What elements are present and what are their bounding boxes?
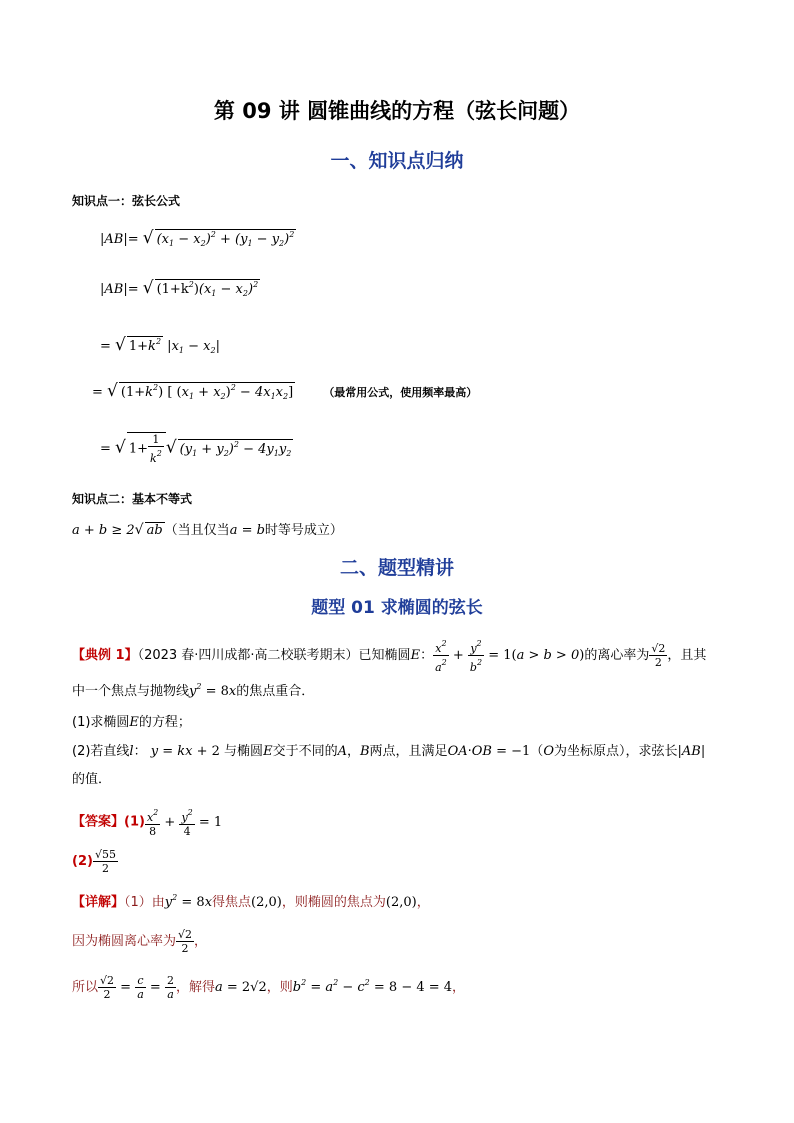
inequality-line: a + b ≥ 2√ ab （当且仅当a = b时等号成立） [72,522,343,538]
formula-chord-5: = √ 1+ $\frac{1}{k^2}$ √ $(y_1 + y_2)^2 - 4y_1y_2$ [100,433,292,465]
question-2-end: 的值． [72,772,112,787]
formula-note: （最常用公式，使用频率最高） [323,386,478,399]
answer-line-2: (2) $\frac{√55}{2}$ [72,848,116,875]
detail-line-2: 因为椭圆离心率为 $\frac{√2}{2}$ ， [72,928,208,955]
formula-chord-3: = √ $1+k^2$ $|x_1 - x_2|$ [100,335,220,355]
formula-chord-2: |AB|= √ $(1+k^2)(x_1 - x_2)^2$ [100,278,259,298]
answer-line-1: 【答案】(1) $\frac{x^2}{8}$ + $\frac{y^2}{4}$ = 1 [72,808,223,838]
formula-chord-1: |AB|= √ $(x_1 - x_2)^2 + (y_1 - y_2)^2$ [100,228,295,248]
detail-line-3: 所以 $\frac{√2}{2}$ = $\frac{c}{a}$ = $\frac{2}{a}$ ，解得a = 2√2，则$b^2 = a^2 - c^2 = 8 - 4 = 4$， [72,974,466,1001]
question-1: (1)求椭圆E的方程； [72,715,191,730]
question-2: (2)若直线l： y = kx + 2 与椭圆E交于不同的A，B两点，且满足OA·OB = −1（O为坐标原点），求弦长|AB| [72,744,706,759]
example-line-2: 中一个焦点与抛物线$y^2 = 8x$的焦点重合． [72,682,315,699]
section-heading-types: 二、题型精讲 [339,557,454,579]
detail-line-1: 【详解】（1）由$y^2 = 8x$得焦点(2,0)，则椭圆的焦点为(2,0)， [72,893,430,910]
knowledge-point-1: 知识点一：弦长公式 [72,194,181,208]
formula-chord-4: = √ $(1+k^2)$ [ $(x_1 + x_2)^2 - 4x_1x_2$] （最常用公式，使用频率最高） [92,381,478,401]
section-heading-knowledge: 一、知识点归纳 [330,150,464,172]
example-line-1: 【典例 1】（2023 春·四川成都·高二校联考期末）已知椭圆E： $\frac{x^2}{a^2}$ + $\frac{y^2}{b^2}$ = 1(a > b > 0)的离心率为 $\frac{√2}{2}$ ，且其 [72,639,707,674]
knowledge-point-2: 知识点二：基本不等式 [72,492,193,506]
page-title: 第 09 讲 圆锥曲线的方程（弦长问题） [213,99,581,123]
type-heading-01: 题型 01 求椭圆的弦长 [311,598,483,618]
